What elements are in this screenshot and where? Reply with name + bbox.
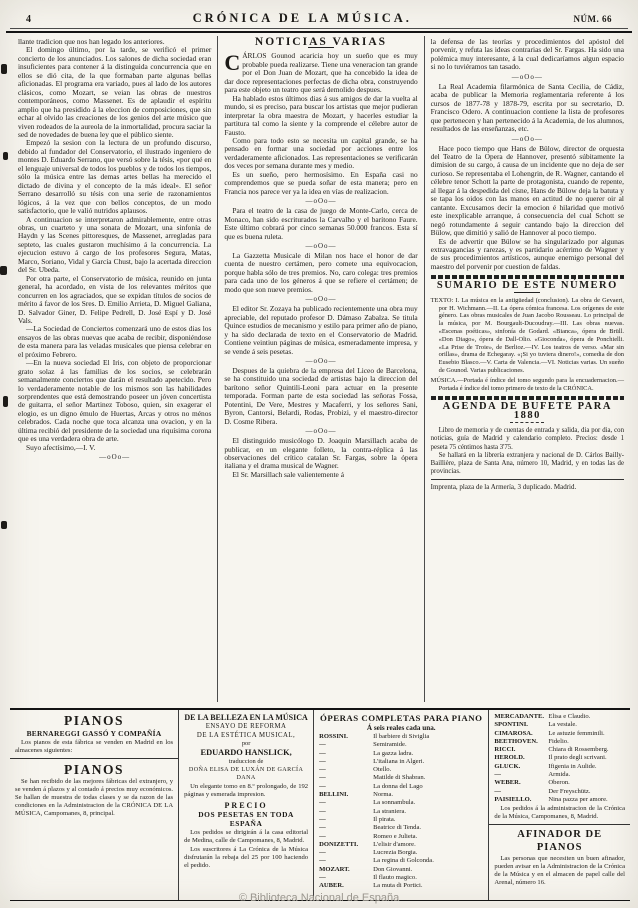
opera-composer: —: [319, 741, 326, 749]
opera-title: La gazza ladra.: [373, 749, 414, 757]
opera-title: Don Giovanni.: [373, 865, 413, 873]
news-item: Despues de la quiebra de la empresa del Liceo de Barcelona, se ha constituido una sociedad de artistas bajo la direccion del barítono señor Quintili-Leoni para actuar en la presente temporada. Forman parte de esta sociedad las señoras Fossa, Potentini, De Vere, Mestres y Macaferri, y los señores Sani, Byron, Cantorsi, Belardi, Rodas, Probizi, y el maestro-director D. Cosme Ribera.: [224, 365, 418, 426]
section-heading-agenda: AGENDA DE BUFETE PARA 1880: [442, 401, 612, 421]
ad-line: ENSAYO DE REFORMA: [205, 723, 287, 730]
opera-title: Nina pazza per amore.: [548, 795, 608, 803]
divider-ornament: —oOo—: [305, 356, 337, 365]
ad-title: DE LA BELLEZA EN LA MÚSICA: [184, 713, 308, 722]
opera-composer: —: [319, 815, 326, 823]
ad-title: AFINADOR DE PIANOS: [517, 829, 603, 854]
opera-composer: DONIZETTI.: [319, 840, 359, 848]
opera-composer: AUBER.: [319, 882, 344, 890]
imprenta-line: Imprenta, plaza de la Armería, 3 duplicado. Madrid.: [430, 483, 577, 492]
opera-row: [319, 833, 483, 841]
lead-paragraph: [224, 52, 417, 94]
opera-composer: MOZART.: [319, 865, 350, 873]
news-item: Para el teatro de la casa de juego de Monte-Carlo, cerca de Monaco, han sido escriturados la Carvalho y el barítono Faure. Este último cobrará por cinco semanas 50.000 francos. Esta sí que es buena ruleta.: [224, 206, 418, 241]
price-label: PRECIO: [224, 801, 268, 810]
paragraph: —La Sociedad de Conciertos comenzará uno de estos dias los ensayos de las obras nuevas que acaba de recibir, disponiéndose de esta manera para las veladas musicales que piensa celebrar en el próximo Febrero.: [18, 324, 212, 359]
section-rule: [431, 396, 624, 400]
opera-composer: GLUCK.: [494, 762, 521, 770]
opera-composer: —: [494, 771, 501, 779]
ad-operas-continued: [488, 710, 630, 900]
paragraph: Por otra parte, el Conservatorio de música, reunido en junta general, ha acordado, en vista de los relevantes méritos que concurren en los agraciados, que se expidan títulos de socios de mérito á favor de los Sres. D. Emilio Arrieta, D. Miguel Galiana, D. Salvador Giner, D. Felipe Pedrell, D. José Espí y D. José Vals.: [18, 273, 212, 325]
section-heading-noticias: NOTICIAS VARIAS: [254, 36, 388, 48]
opera-row: [319, 874, 483, 882]
opera-row: [319, 824, 483, 832]
opera-list-1: [319, 733, 483, 891]
ad-translator: DOÑA ELISA DE LUXÁN DE GARCÍA DANA: [188, 767, 304, 781]
drop-cap: C: [224, 50, 241, 76]
opera-row: [319, 758, 483, 766]
scan-artifact: [0, 266, 7, 275]
opera-title: La regina di Golconda.: [373, 857, 434, 865]
page-number: 4: [26, 14, 31, 25]
opera-row: [494, 754, 625, 762]
opera-title: L'elisir d'amore.: [373, 840, 416, 848]
price-line: Á seis reales cada una.: [366, 724, 436, 732]
opera-title: Ifigenia in Aulide.: [548, 762, 597, 770]
paragraph: El Sr. Marsillach sale valientemente á: [232, 469, 344, 479]
opera-row: [494, 746, 625, 754]
divider-ornament: —oOo—: [511, 72, 543, 81]
opera-composer: —: [319, 874, 326, 882]
divider-ornament: —oOo—: [99, 453, 131, 462]
ad-operas-piano: [313, 710, 488, 900]
opera-title: Elisa e Claudio.: [548, 713, 591, 720]
opera-row: [319, 799, 483, 807]
news-item: La Real Academia filarmónica de Santa Cecilia, de Cádiz, acaba de publicar la Memoria reglamentaria referente á los cursos de 1877-78 y 1878-79, escrita por su secretario, D. Francisco Odero. A continuacion contiene la lista de profesores que pertenecen y han pertenecido á la Academia, de los alumnos, resultados de las enseñanzas, etc.: [430, 81, 624, 134]
opera-title: La straniera.: [373, 807, 407, 815]
opera-composer: —: [319, 832, 326, 840]
paragraph: A continuacion se interpretaron admirablemente, entre otras obras, un cuarteto y una sonata de Mozart, una sinfonía de Haydn y las Scenes pittoresques, de Massenet, arregladas para septeto, las cuales gustaron muchísimo á la concurrencia. La ejecucion estuvo á cargo de los profesores Segura, Matas, Marco, Soriano, Vidal y García Chust, bajo la acertada direccion del Sr. Ubeda.: [18, 214, 212, 275]
opera-row: [494, 730, 625, 738]
masthead-rule-thin: [10, 28, 628, 29]
opera-composer: —: [494, 787, 501, 795]
opera-composer: PAISIELLO.: [494, 795, 532, 803]
ad-title: PIANOS: [64, 762, 125, 777]
ad-orders: Los pedidos se dirigirán á la casa editorial de Medina, calle de Campomanes, 8, Madrid.: [184, 829, 309, 844]
divider-ornament: —oOo—: [305, 295, 337, 304]
opera-composer: SPONTINI.: [494, 721, 528, 729]
paragraph: Es de advertir que Bülow se ha singularizado por algunas extravagancias y rarezas, y es partidario acérrimo de Wagner y de sus procedimientos artísticos, aunque enemigo personal del maestro del porvenir por cuestion de faldas.: [430, 236, 624, 271]
opera-title: Der Freyschütz.: [548, 787, 591, 795]
agenda-paragraph: Libro de memoria y de cuentas de entrada y salida, dia por dia, con noticias, guía de Madrid y calendario completo. Precios: desde 1 peseta 75 céntimos hasta 3'75.: [430, 427, 624, 451]
opera-composer: —: [319, 799, 326, 807]
opera-row: [319, 866, 483, 874]
opera-title: Il prato degli scrivani.: [548, 754, 607, 762]
opera-title: Semiramide.: [373, 741, 407, 749]
opera-row: [494, 779, 625, 787]
ad-divider-rule: [489, 824, 630, 825]
advertisements-section: [10, 708, 630, 901]
price-value: DOS PESETAS EN TODA ESPAÑA: [198, 810, 294, 828]
letter-signature: Suyo afectísimo,—I. V.: [26, 442, 96, 452]
opera-composer: ROSSINI.: [319, 733, 348, 740]
paragraph: El domingo último, por la tarde, se verificó el primer concierto de los anunciados. Los salones de dicha sociedad eran insuficientes para contener á la distinguida concurrencia que en ellos se dió cita, de la que formaban parte algunas bellas aficionadas. El programa era variado, pues al lado de los autores clásicos, como Mozart, se veian las obras de nuestros contemporáneos, como Massenet. Es de aplaudir el espíritu amplio que ha presidido á la eleccion de composiciones, que sin echar al olvido las creaciones de los genios del arte músico que viven rodeados de la aureola de la inmortalidad, procura saciar la sed de novedades de buena ley que el público siente.: [18, 45, 212, 139]
opera-row: [494, 721, 625, 729]
opera-title: Il pirata.: [373, 815, 396, 823]
ad-author: EDUARDO HANSLICK,: [200, 748, 292, 757]
opera-row: [319, 841, 483, 849]
opera-composer: BELLINI.: [319, 791, 349, 799]
paragraph: Es un sueño, pero hermosísimo. En España casi no comprendemos que se pueda soñar de esta manera; pero en Francia nos parece ver ya la idea en vías de realizacion.: [224, 169, 418, 196]
ad-body: Se han recibido de las mejores fábricas del extranjero, y se venden á plazos y al contado á precios muy económicos. Se hallan de muestra de todas clases y se da razon de las condiciones en la Administracion de la CRÓNICA DE LA MÚSICA, Campomanes, 8, principal.: [15, 778, 174, 817]
scan-artifact: [3, 396, 8, 407]
paragraph: Ha hablado estos últimos dias á sus amigos de dar la vuelta al mundo, si es preciso, para buscar los artistas que mejor pudieran interpretar la obra maestra de Mozart, y hacerles estudiar la partitura tal como la siente y la comprende el célebre autor de Fausto.: [224, 93, 418, 137]
opera-row: [319, 750, 483, 758]
heading-rule: [514, 292, 540, 293]
divider-ornament: —oOo—: [305, 427, 337, 436]
ad-subtitle: BERNAREGGI GASSÓ Y COMPAÑÍA: [26, 729, 162, 738]
body-columns: [12, 36, 630, 702]
ad-body: Las personas que necesiten un buen afinador, pueden avisar en la Administracion de la Crónica de la Música y en el almacen de papel calle del Arenal, número 16.: [494, 855, 625, 887]
opera-list-2: [494, 713, 625, 804]
opera-composer: BEETHOVEN.: [494, 737, 538, 745]
opera-row: [319, 882, 483, 890]
paragraph: Como para todo esto se necesita un capital grande, se ha pensado en formar una sociedad por acciones entre los verdaderamente aficionados. Las representaciones se verificarán dos veces por semana durante mes y medio.: [224, 135, 418, 171]
opera-title: Armida.: [548, 771, 571, 779]
news-item: La Gazzetta Musicale di Milan nos hace el honor de dar cuenta de nuestro certámen, pero comete una equivocacion, porque habla sólo de tres premios. No, caro colega: tres premios para cada uno de los géneros á que se refiere el certámen; de modo que son nueve premios.: [224, 250, 418, 294]
opera-row: [319, 857, 483, 865]
paragraph: —En la nueva sociedad El Iris, con objeto de proporcionar grato solaz á las familias de los socios, se celebrarán semanalmente conciertos que darán el resultado apetecido. Pero lo verdaderamente notable de los mismos son las habilidades sorprendentes que está demostrando poseer un jóven concertista de guitarra, el señor Martinez Toboso, quien, sin exagerar el elogio, es un digno émulo de Huertas, Arcas y otros no ménos celebrados. Cada noche que toca alcanza una ovacion, y en la última recibió del presidente de la sociedad una riquísima corona que es una verdadera obra de arte.: [18, 358, 212, 444]
ad-line: DE LA ESTÉTICA MUSICAL,: [196, 731, 296, 739]
news-item: El editor Sr. Zozaya ha publicado recientemente una obra muy apreciable, del reputado profesor D. Dámaso Zabalza. Se titula Quince estudios de mecanismo y estilo para primer año de piano, y ha sido declarada de texto en el Conservatorio de Madrid. Contiene veintiun páginas de música, esmeradamente impresa, y se vende á seis pesetas.: [224, 304, 418, 356]
opera-row: [319, 783, 483, 791]
opera-row: [319, 766, 483, 774]
opera-composer: —: [319, 766, 326, 774]
opera-title: Otello.: [373, 766, 392, 774]
heading-rule: [510, 422, 544, 423]
lead-text: ÁRLOS Gounod acaricia hoy un sueño que es muy probable pueda realizarse. Tiene una veneracion tan grande por el Don Juan de Mozart, que ha concebido la idea de dar doce representaciones perfectas de dicha obra, construyendo para este objeto un teatro que será demolido despues.: [224, 51, 418, 95]
opera-composer: WEBER.: [494, 779, 521, 787]
opera-row: [319, 808, 483, 816]
opera-composer: —: [319, 807, 326, 815]
news-item: Hace poco tiempo que Hans de Bülow, director de orquesta del Teatro de la Opera de Hannover, presentó súbitamente la dimision de su cargo, á causa de un incidente que no deja de ser curioso. Se representaba el Lohengrin, de R. Wagner, cantando el célebre tenor Schott la parte de protagonista, cuando de repente, al llegar á la despedida del cisne, Hans de Bülow deja la batuta y se tapa los oidos con las manos en actitud de no querer oir al cantante. Excusamos decir la emocion é hilaridad que motivó este inexplicable arranque, á consecuencia del cual Schott se negó rotundamente á seguir cantando bajo la direccion del Bülow, que dimitió y salió de Hannover al poco tiempo.: [430, 143, 624, 238]
opera-title: Matilde di Shabran.: [373, 774, 426, 782]
opera-title: La vestale.: [548, 721, 577, 729]
opera-title: La muta di Portici.: [373, 882, 423, 890]
ad-pianos-bernareggi: [10, 710, 178, 900]
opera-composer: CIMAROSA.: [494, 729, 533, 737]
opera-title: Il barbiere di Siviglia: [373, 733, 430, 740]
library-watermark: © Biblioteca Nacional de España: [238, 892, 400, 904]
opera-row: [494, 713, 625, 721]
opera-row: [319, 741, 483, 749]
ad-divider-rule: [10, 758, 178, 759]
paper-title: CRÓNICA DE LA MÚSICA.: [192, 11, 412, 25]
divider-ornament: —oOo—: [511, 134, 543, 143]
ad-description: Un elegante tomo en 8.º prolongado, de 192 páginas y esmerada impresion.: [184, 783, 309, 798]
issue-number: NÚM. 66: [573, 14, 612, 24]
section-heading-sumario: SUMARIO DE ESTE NÚMERO: [436, 280, 618, 292]
opera-composer: —: [319, 857, 326, 865]
opera-title: Chiara di Rossemberg.: [548, 746, 609, 754]
opera-row: [494, 796, 625, 804]
opera-title: La donna del Lago: [373, 782, 423, 790]
opera-composer: —: [319, 824, 326, 832]
opera-title: Oberon.: [548, 779, 570, 787]
opera-row: [319, 816, 483, 824]
opera-composer: RICCI.: [494, 746, 516, 754]
paragraph: la defensa de las teorías y procedimientos del apóstol del porvenir, y refuta las ideas contrarias del Sr. Fargas. Ha sido una polémica muy interesante, á la cual dedicaríamos algun espacio si no lo tuviéramos tan tasado.: [430, 37, 624, 72]
opera-title: Beatrice di Tenda.: [373, 824, 422, 832]
opera-row: [319, 774, 483, 782]
divider-ornament: —oOo—: [305, 241, 337, 250]
opera-title: La sonnambula.: [373, 799, 416, 807]
opera-title: L'italiana in Algeri.: [373, 757, 425, 765]
opera-row: [494, 788, 625, 796]
ad-orders: Los pedidos á la administracion de la Crónica de la Música, Campomanes, 8, Madrid.: [494, 805, 625, 821]
opera-composer: —: [319, 757, 326, 765]
paragraph: llante tradicion que nos han legado los anteriores.: [18, 37, 165, 46]
opera-composer: HEROLD.: [494, 754, 525, 762]
paragraph: Empezó la sesion con la lectura de un profundo discurso, debido al fundador del Conservatorio, el ilustrado ingeniero de montes D. Eduardo Serrano, que versó sobre la tésis, «por qué en el lenguaje universal de todos los pueblos y de todos los tiempos, sólo la música entre las demas artes bellas ha merecido el dictado de divina y el concepto de la más ideal». El señor Serrano desarrolló su tésis con una serie de razonamientos lógicos, á la vez que con bellos conceptos, de un modo satisfactorio, que le valió nutridos aplausos.: [18, 138, 212, 216]
opera-row: [319, 791, 483, 799]
scan-artifact: [1, 64, 7, 74]
opera-title: Le astuzie femminili.: [548, 729, 605, 737]
sumario-texto: TEXTO: I. La música en la antigüedad (conclusion). La obra de Gevaert, por H. Wichmann.—II. La ópera cómica francesa. Los orígenes de este género. Las obras musicales de Juan Jacobo Rousseau. Lo principal de la música, por M. Bourgault-Ducoudray.—III. Las obras nuevas. «Escenas poéticas», sinfonía de Godard. «Bianca», ópera de Brüll. «Don Diago», ópera de Dall-Olio. «Gioconda», ópera de Ponchielli. «La Prise de Troie», de Berlioz.—IV. Los teatros de verso. «Mar sin orillas», drama de Echegaray. «¡Si yo tuviera dinero!», comedia de don Eusebio Blasco.—V. Carta de Valencia.—VI. Noticias varias. Un sueño de Gounod. Varias publicaciones.: [430, 296, 624, 374]
news-item: El distinguido musicólogo D. Joaquin Marsillach acaba de publicar, en un elegante folleto, la contra-réplica á las observaciones del crítico catalan Sr. Fargas, sobre la ópera italiana y el drama musical de Wagner.: [224, 436, 418, 471]
opera-composer: —: [319, 849, 326, 857]
opera-row: [319, 849, 483, 857]
column-3: [424, 36, 630, 702]
opera-composer: —: [319, 749, 326, 757]
opera-title: Il flauto magico.: [373, 874, 417, 882]
ad-note: Los suscritores á La Crónica de la Música disfrutarán la rebaja del 25 por 100 haciendo el pedido.: [184, 846, 309, 869]
divider-ornament: —oOo—: [305, 197, 337, 206]
column-1: [12, 36, 217, 702]
scan-artifact: [1, 521, 7, 529]
opera-title: Lucrezia Borgia.: [373, 849, 418, 857]
opera-title: Norma.: [373, 791, 394, 799]
ad-title: PIANOS: [64, 713, 125, 728]
ad-belleza-musica: [178, 710, 313, 900]
opera-row: [319, 733, 483, 741]
ad-line: traduccion de: [228, 758, 264, 765]
opera-row: [494, 763, 625, 771]
divider-rule: [431, 479, 624, 480]
agenda-paragraph: Se hallará en la librería extranjera y nacional de D. Cárlos Bailly-Baillière, plaza de Santa Ana, número 10, Madrid, y en todas las de provincias.: [430, 451, 624, 476]
opera-title: Romeo e Julieta.: [373, 832, 418, 840]
opera-composer: —: [319, 782, 326, 790]
masthead-rule-thick: [6, 31, 632, 33]
opera-composer: MERCADANTE.: [494, 713, 545, 720]
ad-title: ÓPERAS COMPLETAS PARA PIANO: [320, 713, 483, 723]
opera-row: [494, 771, 625, 779]
ad-intro: Los pianos de esta fábrica se venden en Madrid en los almacenes siguientes:: [15, 739, 174, 754]
scan-artifact: [3, 152, 8, 160]
masthead: [0, 0, 638, 27]
opera-composer: —: [319, 774, 326, 782]
sumario-musica: MÚSICA.—Portada é índice del tomo segundo para la encuadernacion.—Portada é índice del tomo primero de texto de la CRÓNICA.: [430, 376, 624, 392]
section-rule: [431, 275, 624, 279]
opera-row: [494, 738, 625, 746]
ad-line: por: [241, 740, 251, 747]
opera-title: Fidelio.: [548, 737, 569, 745]
column-2: [217, 36, 423, 702]
